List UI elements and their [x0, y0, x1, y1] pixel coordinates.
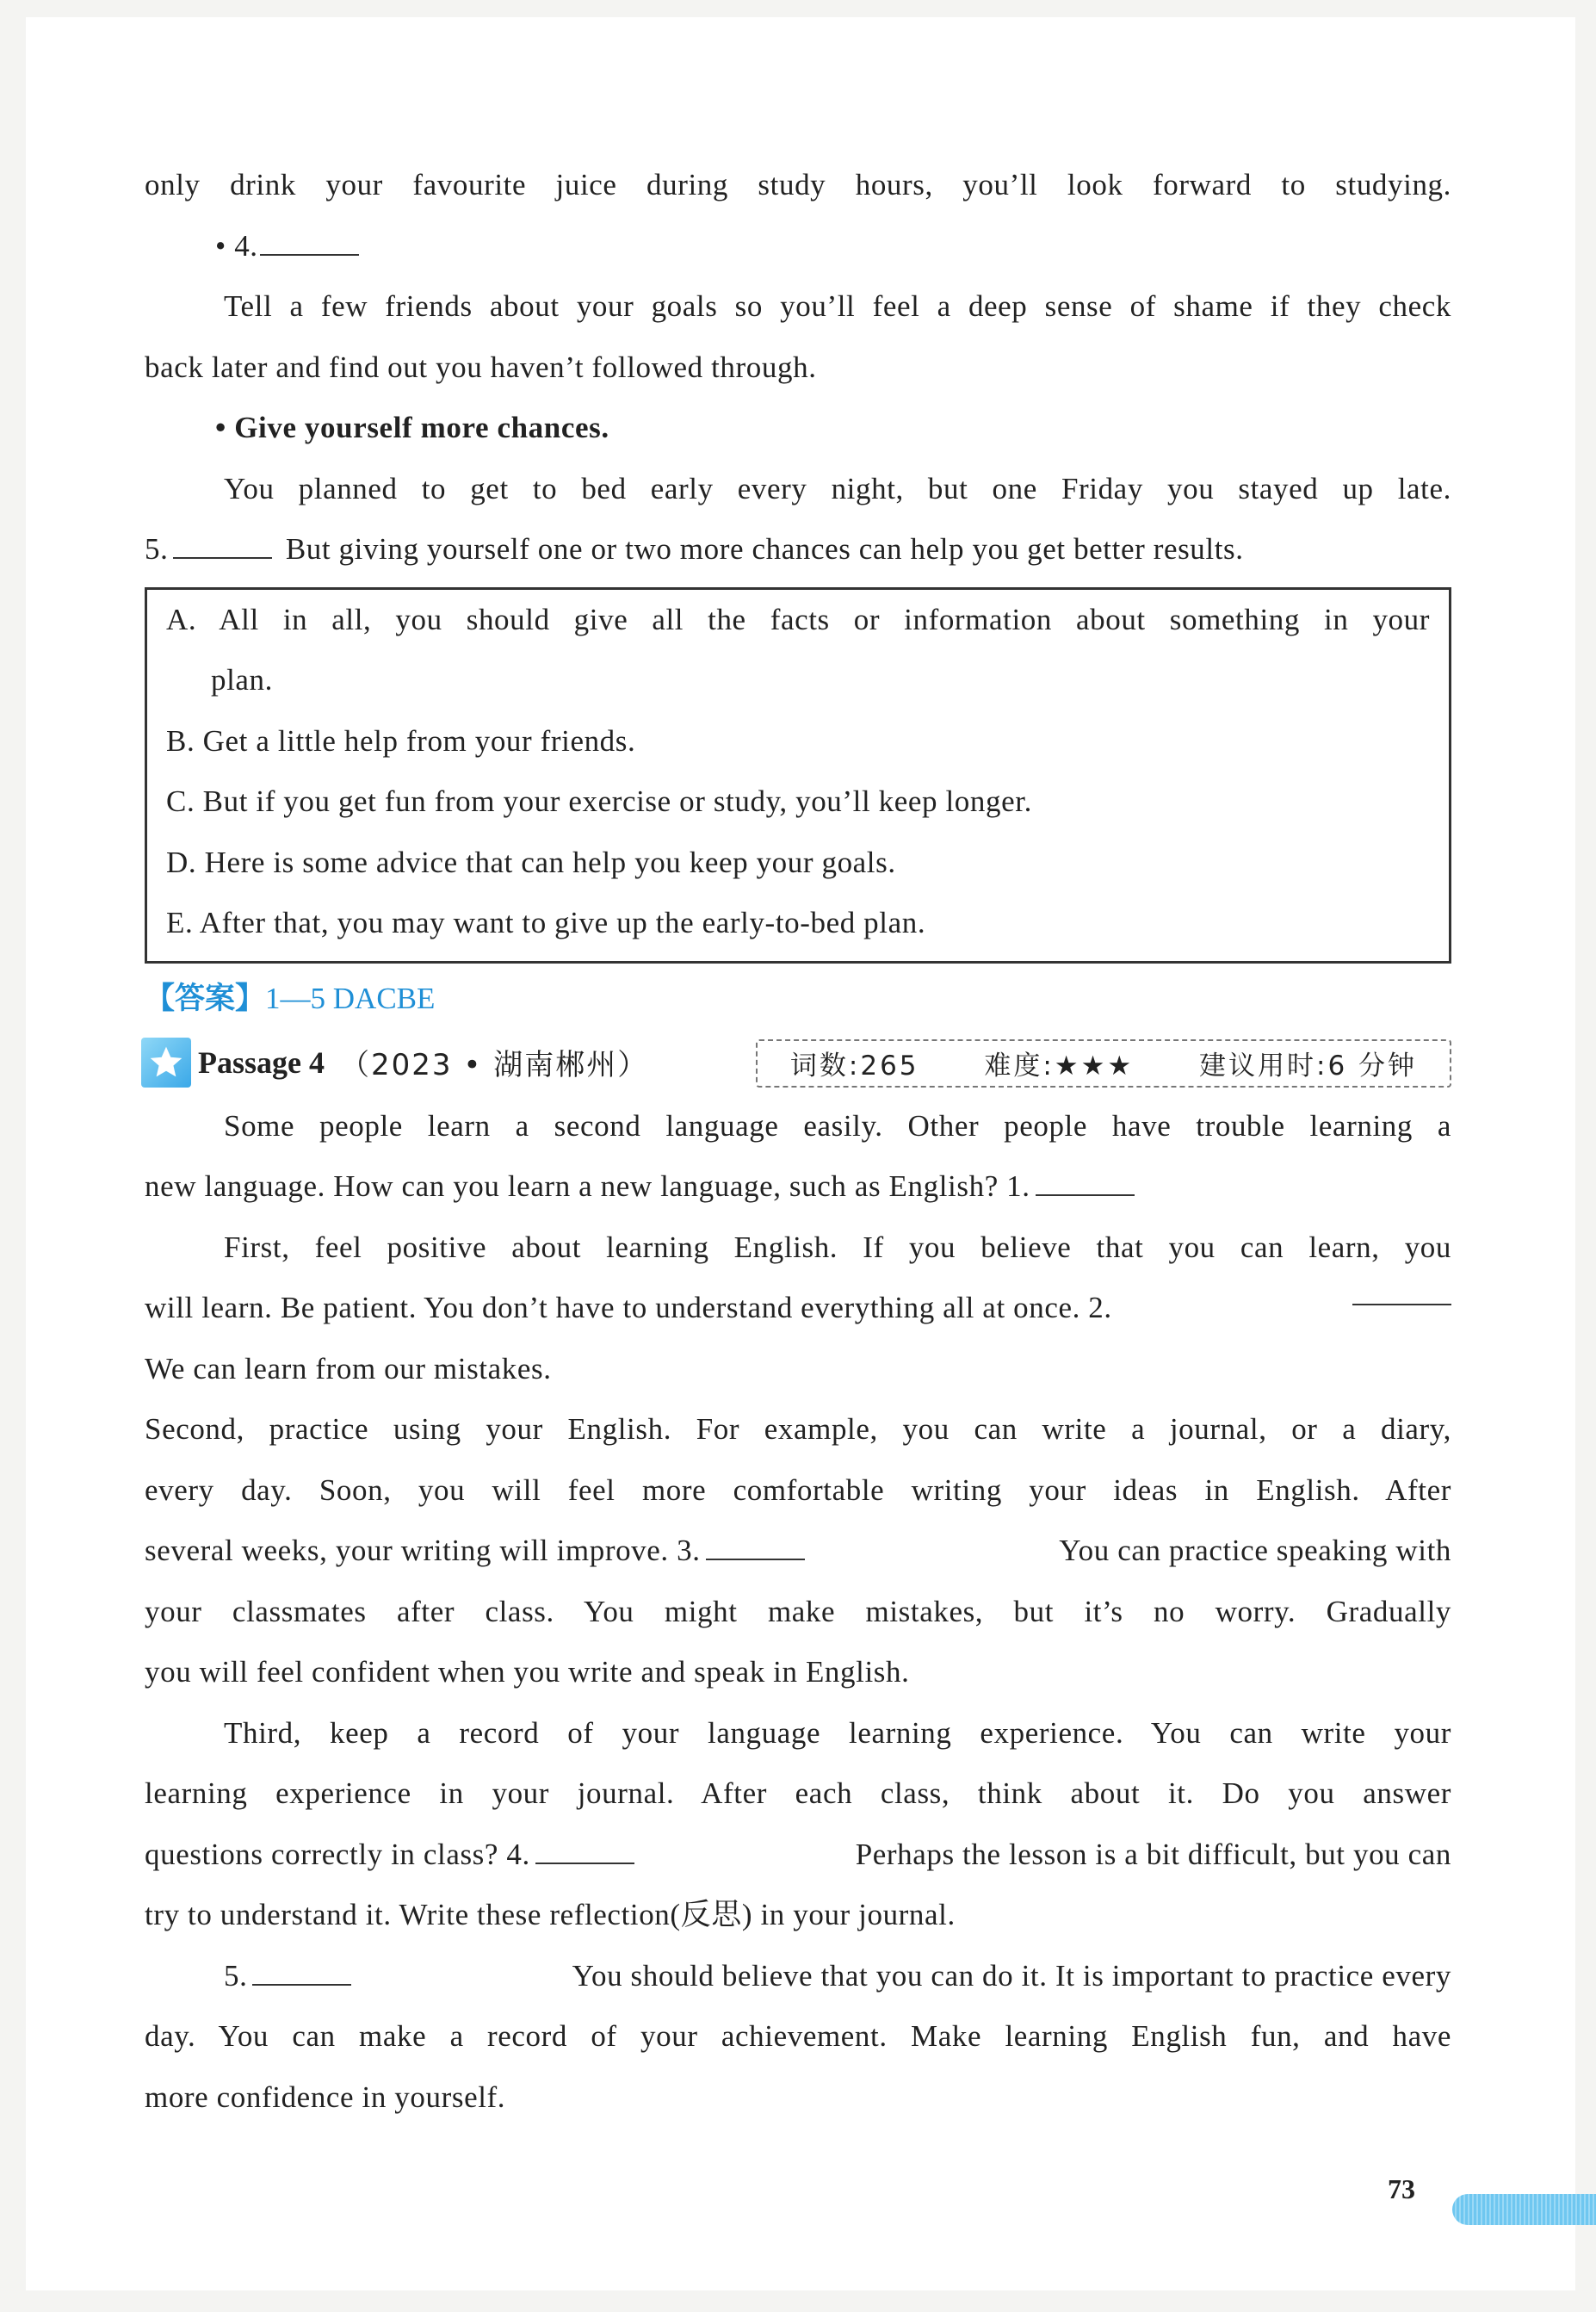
text-line: You planned to get to bed early every night, but one Friday you stayed up late.	[224, 471, 1451, 505]
sentence-before-blank: new language. How can you learn a new language, such as English? 1.	[145, 1169, 1030, 1203]
passage-title: Passage 4	[198, 1044, 325, 1080]
passage-source: （2023 • 湖南郴州）	[340, 1048, 649, 1082]
sentence-before-blank: several weeks, your writing will improve. 3.	[145, 1534, 701, 1567]
difficulty: 难度:★★★	[984, 1051, 1135, 1082]
answer-blank[interactable]	[706, 1533, 805, 1560]
text-line: Third, keep a record of your language learning experience. You can write your	[224, 1715, 1451, 1750]
text-line-with-blank	[145, 1278, 1451, 1339]
answer-blank[interactable]	[173, 531, 272, 559]
text-line: you will feel confident when you write and speak in English.	[145, 1655, 910, 1689]
option-e: E. After that, you may want to give up the early-to-bed plan.	[166, 906, 926, 939]
text-line: We can learn from our mistakes.	[145, 1351, 552, 1385]
passage-header	[145, 1029, 1451, 1096]
page-content	[145, 155, 1451, 2128]
answer-label: 【答案】	[145, 981, 266, 1015]
answer-text: 1—5 DACBE	[265, 981, 436, 1015]
text-line: your classmates after class. You might make mistakes, but it’s no worry. Gradually	[145, 1594, 1451, 1628]
option-b: B. Get a little help from your friends.	[166, 723, 636, 758]
text-line: Tell a few friends about your goals so you’ll feel a deep sense of shame if they check	[224, 289, 1451, 323]
answer-key	[145, 969, 1451, 1029]
numbered-blank-line	[145, 519, 1451, 580]
page-number: 73	[1388, 2173, 1415, 2204]
sentence-after-blank: Perhaps the lesson is a bit difficult, but you can	[855, 1837, 1451, 1871]
text-line: Some people learn a second language easily. Other people have trouble learning a	[224, 1108, 1451, 1143]
text-line: only drink your favourite juice during study hours, you’ll look forward to studying.	[145, 168, 1451, 201]
footer-decoration-bar	[1452, 2194, 1596, 2225]
text-line: back later and find out you haven’t followed through.	[145, 350, 817, 384]
text-line-with-blank	[145, 1521, 1451, 1582]
text-line-with-blank	[145, 1156, 1451, 1218]
option-c: C. But if you get fun from your exercise or study, you’ll keep longer.	[166, 784, 1032, 818]
sentence-after-blank: But giving yourself one or two more chances can help you get better results.	[285, 532, 1244, 566]
sentence-after-blank: You can practice speaking with	[1059, 1534, 1451, 1567]
answer-blank[interactable]	[1352, 1278, 1451, 1305]
text-line: learning experience in your journal. After each class, think about it. Do you answer	[145, 1776, 1451, 1810]
sentence-after-blank: You should believe that you can do it. It is important to practice every	[572, 1958, 1451, 1993]
text-line: Second, practice using your English. For example, you can write a journal, or a diary,	[145, 1412, 1451, 1446]
text-line: day. You can make a record of your achievement. Make learning English fun, and have	[145, 2019, 1451, 2053]
sentence-before-blank: will learn. Be patient. You don’t have to understand everything all at once. 2.	[145, 1291, 1112, 1324]
sentence-before-blank: questions correctly in class? 4.	[145, 1837, 530, 1871]
option-a-continued: plan.	[211, 663, 274, 697]
answer-blank[interactable]	[260, 228, 359, 256]
suggested-time: 建议用时:6 分钟	[1199, 1051, 1418, 1082]
bullet-heading: • Give yourself more chances.	[215, 411, 609, 444]
text-line-with-blank	[145, 1946, 1451, 2007]
answer-blank[interactable]	[252, 1958, 351, 1986]
bullet-number: • 4.	[215, 228, 258, 263]
star-icon	[141, 1038, 191, 1088]
word-count: 词数:265	[789, 1051, 919, 1082]
text-line-with-blank	[145, 1825, 1451, 1886]
text-line: First, feel positive about learning English. If you believe that you can learn, you	[224, 1230, 1451, 1264]
options-box	[145, 587, 1451, 964]
page	[26, 17, 1575, 2290]
passage-info-box	[756, 1039, 1451, 1088]
answer-blank[interactable]	[535, 1837, 634, 1864]
answer-blank[interactable]	[1036, 1168, 1135, 1196]
option-a: A. All in all, you should give all the facts or information about something in your	[166, 602, 1430, 636]
bullet-item-4	[145, 216, 1451, 277]
question-number: 5.	[224, 1958, 248, 1993]
text-line: every day. Soon, you will feel more comfortable writing your ideas in English. After	[145, 1472, 1451, 1507]
text-line: more confidence in yourself.	[145, 2080, 506, 2114]
text-line: try to understand it. Write these reflection(反思) in your journal.	[145, 1898, 956, 1931]
question-number: 5.	[145, 532, 169, 566]
option-d: D. Here is some advice that can help you keep your goals.	[166, 845, 896, 879]
